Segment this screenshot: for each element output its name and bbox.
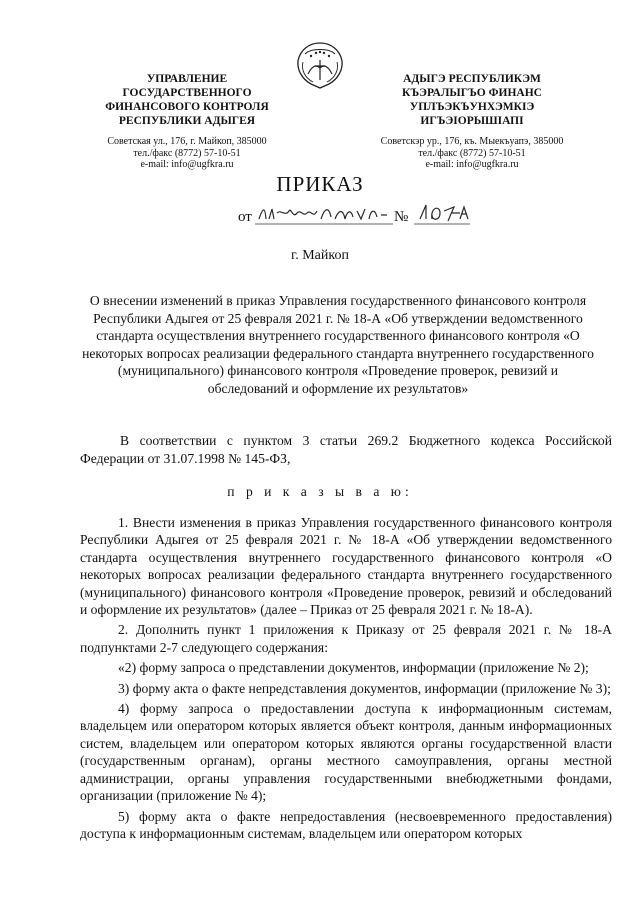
org-line: ИГЪЭIОРЫШIАПI [420,115,524,127]
phone: тел./факс (8772) 57-10-51 [418,147,526,159]
address: Советскэр ур., 176, къ. Мыекъуапэ, 385000 [380,136,564,147]
org-line: РЕСПУБЛИКИ АДЫГЕЯ [118,115,256,127]
order-paragraph: 4) форму запроса о предоставлении доступа к информационным системам, владельцем или оператором которых является объект контроля, данным информационных систем, владельцем или оператором которых являются органы государственной власти (государственным органам), органы местного самоуправления, органы местной администрации, органы управления государственными внебюджетными фондами, организации (приложение № 4); [80,701,612,804]
order-paragraph: 5) форму акта о факте непредоставления (несвоевременного предоставления) доступа к информационным системам, владельцем или оператором которых [80,808,612,841]
org-name-ady [362,72,582,128]
order-paragraph: 3) форму акта о факте непредставления документов, информации (приложение № 3); [118,680,611,696]
org-line: ФИНАНСОВОГО КОНТРОЛЯ [105,101,269,113]
handwritten-number [414,201,470,227]
date-number-line [238,207,498,231]
org-line: КЪЭРАЛЫГЪО ФИНАНС [402,87,542,99]
org-name-ru [82,72,292,128]
handwritten-date [255,201,393,227]
org-line: ГОСУДАРСТВЕННОГО [122,87,252,99]
org-line: УПЛЪЭКЪУНХЭМКIЭ [409,101,535,113]
email: e-mail: info@ugfkra.ru [425,159,519,170]
header-left-org [82,72,292,171]
legal-basis: В соответствии с пунктом 3 статьи 269.2 Бюджетного кодекса Российской Федерации от 31.07.1998 № 145-ФЗ, [80,433,612,466]
order-body [80,514,612,845]
header-right-org [362,72,582,171]
order-paragraph: «2) форму запроса о представлении документов, информации (приложение № 2); [118,660,589,676]
city: г. Майкоп [291,248,349,263]
coat-of-arms-icon [291,40,349,90]
org-line: АДЫГЭ РЕСПУБЛИКЭМ [403,73,541,85]
document-title: ПРИКАЗ [276,172,364,196]
order-paragraph: 1. Внести изменения в приказ Управления государственного финансового контроля Республики Адыгея от 25 февраля 2021 г. № 18-А «Об утверждении ведомственного стандарта осуществления внутреннего государственного финансового контроля «О некоторых вопросах реализации федерального стандарта внутреннего государственного (муниципального) финансового контроля «Проведение проверок, ревизий и обследований и оформление их результатов» (далее – Приказ от 25 февраля 2021 г. № 18-А). [80,515,612,618]
org-line: УПРАВЛЕНИЕ [146,73,228,85]
order-word: п р и к а з ы в а ю: [227,484,413,499]
contacts-ru [82,136,292,171]
document-subject: О внесении изменений в приказ Управления государственного финансового контроля Республики Адыгея от 25 февраля 2021 г. № 18-А «Об утверждении ведомственного стандарта осуществления внутреннего государственного финансового контроля «О некоторых вопросах реализации федерального стандарта внутреннего государственного (муниципального) финансового контроля «Проведение проверок, ревизий и обследований и оформление их результатов» [82,293,594,396]
phone: тел./факс (8772) 57-10-51 [133,147,241,159]
contacts-ady [362,136,582,171]
address: Советская ул., 176, г. Майкоп, 385000 [107,136,267,147]
email: e-mail: info@ugfkra.ru [140,159,234,170]
date-prefix: от [238,209,252,225]
number-prefix: № [394,209,409,225]
order-paragraph: 2. Дополнить пункт 1 приложения к Приказу от 25 февраля 2021 г. № 18-А подпунктами 2-7 следующего содержания: [80,622,612,655]
